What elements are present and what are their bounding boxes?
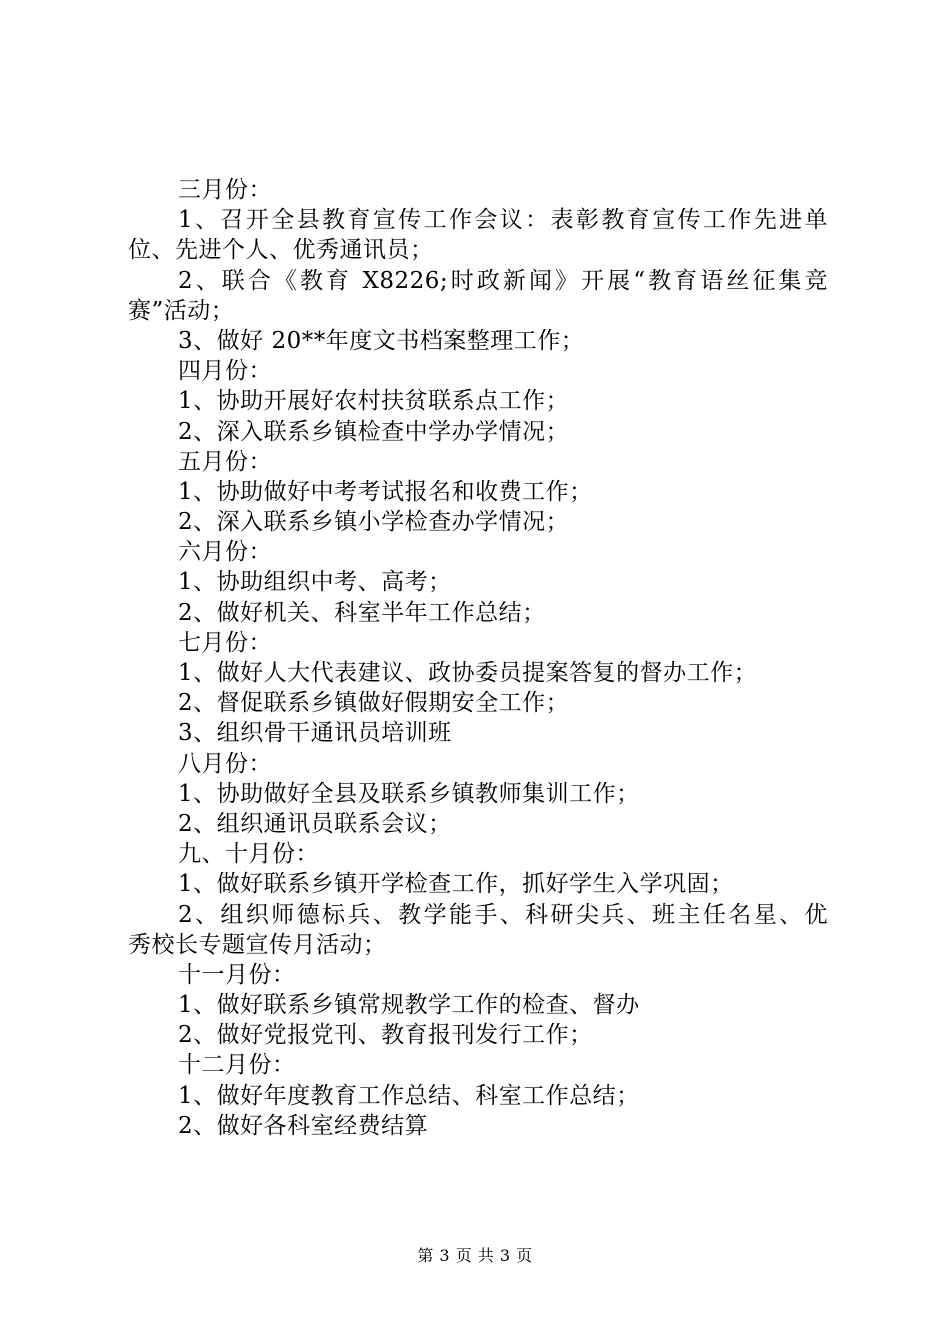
text-line: 2、组织通讯员联系会议； (178, 810, 452, 837)
text-line: 五月份： (178, 448, 272, 475)
text-line: 1、协助组织中考、高考； (178, 569, 452, 596)
text-line: 十二月份： (178, 1052, 296, 1079)
page-footer: 第 3 页 共 3 页 (417, 1246, 533, 1265)
text-line: 1、做好联系乡镇开学检查工作，抓好学生入学巩固； (178, 871, 734, 898)
text-line: 2、联合《教育 X8226;时政新闻》开展“教育语丝征集竞 (178, 267, 828, 294)
text-line: 1、做好年度教育工作总结、科室工作总结； (178, 1082, 640, 1109)
text-line: 2、深入联系乡镇检查中学办学情况； (178, 418, 570, 445)
text-line: 3、做好 20**年度文书档案整理工作； (178, 327, 585, 354)
text-line: 2、做好党报党刊、教育报刊发行工作； (178, 1022, 593, 1049)
text-line: 1、协助做好中考考试报名和收费工作； (178, 478, 593, 505)
text-line: 十一月份： (178, 961, 296, 988)
text-line: 三月份： (178, 177, 272, 203)
text-line: 位、先进个人、优秀通讯员； (128, 237, 434, 264)
text-line: 秀校长专题宣传月活动； (128, 931, 387, 958)
text-line: 七月份： (178, 629, 272, 656)
text-line: 四月份： (178, 358, 272, 385)
text-line: 1、做好联系乡镇常规教学工作的检查、督办 (178, 992, 640, 1019)
text-line: 1、召开全县教育宣传工作会议：表彰教育宣传工作先进单 (178, 207, 828, 234)
text-line: 八月份： (178, 750, 272, 777)
text-line: 2、督促联系乡镇做好假期安全工作； (178, 690, 570, 717)
text-line: 1、做好人大代表建议、政协委员提案答复的督办工作； (178, 660, 758, 686)
text-line: 2、组织师德标兵、教学能手、科研尖兵、班主任名星、优 (178, 901, 828, 928)
text-line: 2、做好各科室经费结算 (178, 1112, 429, 1139)
text-line: 2、深入联系乡镇小学检查办学情况； (178, 509, 570, 536)
text-line: 1、协助开展好农村扶贫联系点工作； (178, 388, 570, 415)
text-line: 九、十月份： (178, 841, 319, 868)
document-body (128, 175, 828, 1141)
text-line: 1、协助做好全县及联系乡镇教师集训工作； (178, 780, 640, 807)
text-line: 六月份： (178, 539, 272, 566)
text-line: 3、组织骨干通讯员培训班 (178, 720, 452, 747)
text-line: 赛”活动； (128, 297, 235, 324)
text-line: 2、做好机关、科室半年工作总结； (178, 599, 546, 626)
